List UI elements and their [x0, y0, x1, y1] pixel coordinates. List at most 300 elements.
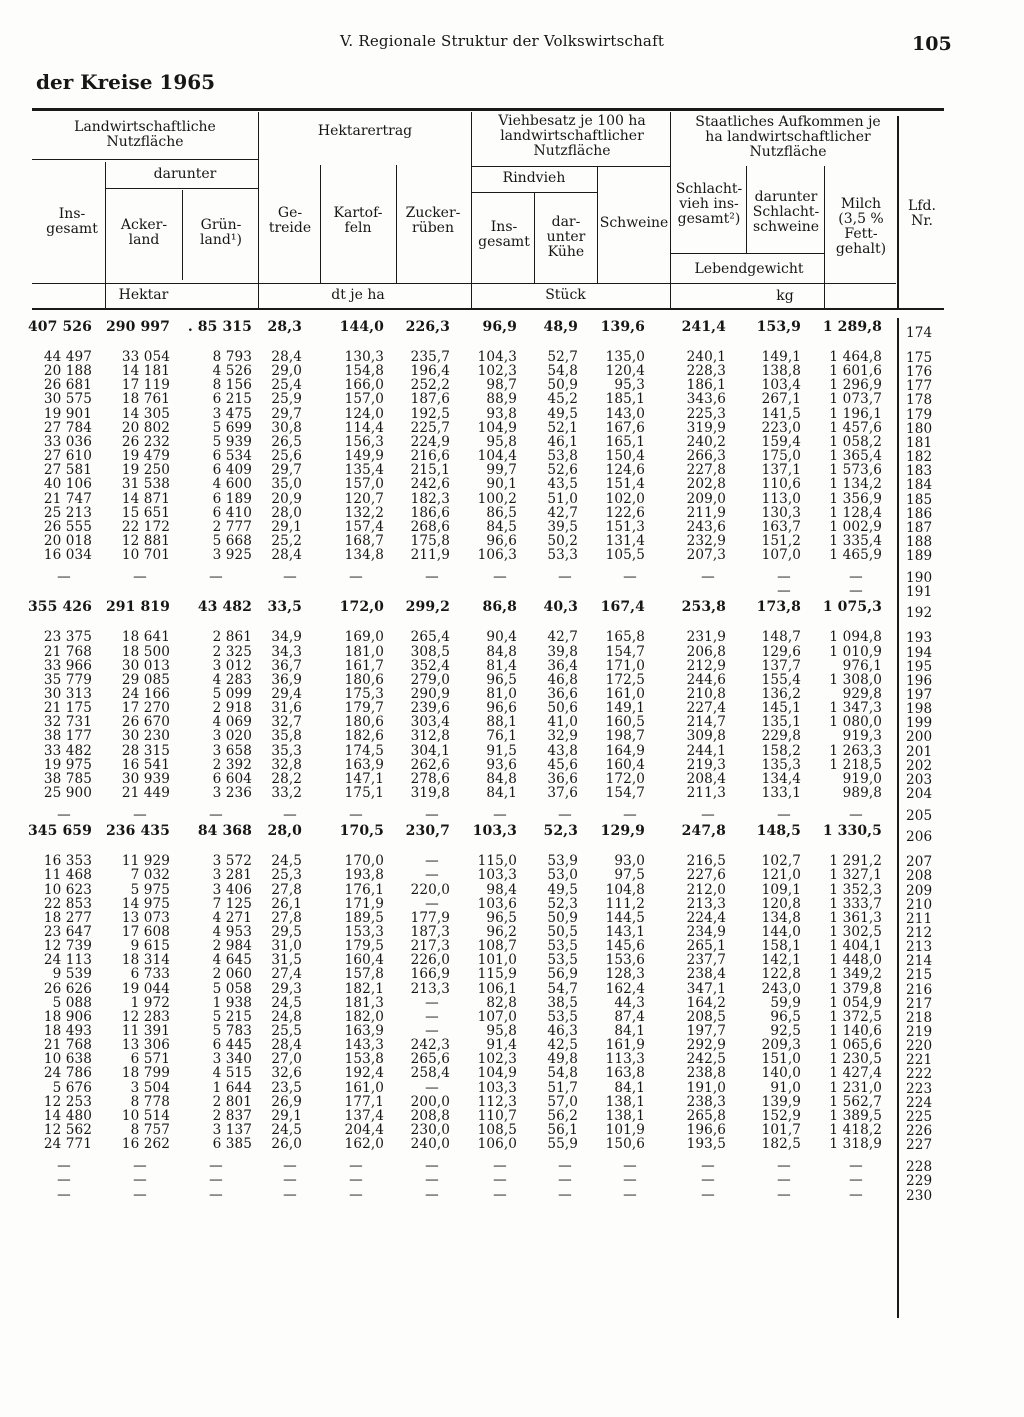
schlachtvieh-cell: —	[701, 1172, 715, 1189]
ertrag-getreide-cell: —	[283, 569, 297, 586]
rind-insgesamt-cell: 104,9	[477, 419, 517, 436]
lnf-acker-cell: 17 608	[121, 923, 170, 940]
ertrag-getreide-cell: 27,4	[271, 966, 302, 983]
rind-kuehe-cell: 49,5	[547, 405, 578, 422]
schlachtvieh-cell: 240,1	[686, 349, 726, 365]
milch-cell: 1 065,6	[829, 1037, 882, 1054]
ertrag-zucker-cell: 304,1	[410, 742, 450, 759]
ertrag-zucker-cell: —	[425, 1172, 439, 1189]
lnf-insgesamt-cell: 12 253	[43, 1093, 92, 1110]
lfd-nr-cell: 213	[906, 939, 933, 956]
schlachtschweine-cell: 137,7	[761, 657, 801, 674]
rind-insgesamt-cell: 104,3	[477, 349, 517, 365]
ertrag-getreide-cell: 25,2	[271, 532, 302, 549]
rind-kuehe-cell: 42,5	[547, 1037, 578, 1054]
schlachtvieh-cell: 237,7	[686, 952, 726, 969]
rind-insgesamt-cell: —	[493, 569, 507, 586]
lnf-acker-cell: 22 172	[121, 518, 170, 535]
rind-kuehe-cell: 41,0	[547, 714, 578, 731]
rind-kuehe-cell: 36,4	[547, 657, 578, 674]
kartoffeln-header: Kartof- feln	[333, 205, 383, 236]
ertrag-kartoffeln-cell: 135,4	[344, 462, 384, 479]
schweine-cell: 161,9	[605, 1037, 645, 1054]
schlachtvieh-cell: —	[701, 1158, 715, 1175]
ertrag-kartoffeln-cell: 182,0	[344, 1008, 384, 1025]
ertrag-kartoffeln-cell: 170,0	[344, 853, 384, 870]
milch-cell: 1 010,9	[829, 643, 882, 660]
schlachtvieh-cell: 210,8	[686, 686, 726, 702]
rind-insgesamt-cell: 81,0	[486, 686, 517, 702]
rind-kuehe-cell: 36,6	[547, 686, 578, 702]
rind-kuehe-cell: 36,6	[547, 770, 578, 787]
viehbesatz-header: Viehbesatz je 100 ha landwirtschaftlicher Nutzfläche	[498, 113, 646, 159]
ertrag-getreide-cell: 28,4	[271, 1037, 302, 1054]
lnf-acker-cell: 11 391	[121, 1023, 170, 1039]
schlachtvieh-cell: 319,9	[686, 419, 726, 436]
lnf-insgesamt-cell: 35 779	[43, 671, 92, 688]
lfd-nr-cell: 192	[906, 605, 933, 622]
milch-cell: 1 335,4	[829, 532, 882, 549]
schlachtschweine-cell: 209,3	[761, 1037, 801, 1054]
schweine-cell: 87,4	[614, 1008, 645, 1025]
schweine-cell: 172,0	[605, 770, 645, 787]
lnf-insgesamt-cell: 19 975	[43, 756, 92, 773]
lfd-nr-cell: 201	[906, 743, 933, 760]
lnf-insgesamt-cell: 40 106	[43, 476, 92, 493]
rind-insgesamt-cell: —	[493, 1158, 507, 1175]
lnf-acker-cell: 18 799	[121, 1065, 170, 1082]
rind-kuehe-cell: 49,5	[547, 881, 578, 898]
rind-kuehe-cell: 42,7	[547, 504, 578, 521]
lnf-insgesamt-cell: 407 526	[27, 319, 92, 335]
table-title: der Kreise 1965	[36, 70, 216, 94]
lfd-nr-cell: 227	[906, 1137, 933, 1154]
lfd-nr-cell: 211	[906, 910, 933, 927]
milch-cell: 1 289,8	[822, 319, 882, 335]
rind-insgesamt-cell: 99,7	[486, 462, 517, 479]
schlachtschweine-cell: 121,0	[761, 867, 801, 884]
lnf-gruen-cell: 6 534	[212, 448, 252, 465]
rind-insgesamt-cell: 115,9	[477, 966, 517, 983]
ertrag-getreide-cell: 35,3	[271, 742, 302, 759]
ertrag-getreide-cell: 20,9	[271, 490, 302, 507]
lnf-gruen-cell: 4 283	[212, 671, 252, 688]
lfd-nr-cell: 195	[906, 658, 933, 675]
schlachtvieh-cell: 191,0	[686, 1079, 726, 1096]
schweine-cell: —	[623, 1186, 637, 1203]
ertrag-getreide-cell: 29,5	[271, 923, 302, 940]
ertrag-getreide-cell: 33,2	[271, 785, 302, 802]
rind-kuehe-cell: 48,9	[543, 319, 578, 335]
milch-cell: 1 389,5	[829, 1107, 882, 1124]
ertrag-kartoffeln-cell: —	[349, 1172, 363, 1189]
lnf-acker-cell: 14 305	[121, 405, 170, 422]
schlachtvieh-cell: 206,8	[686, 643, 726, 660]
ertrag-getreide-cell: 32,6	[271, 1065, 302, 1082]
ertrag-getreide-cell: 28,4	[271, 547, 302, 564]
rind-insgesamt-cell: 96,6	[486, 700, 517, 717]
milch-cell: 1 327,1	[829, 867, 882, 884]
schweine-cell: 124,6	[605, 462, 645, 479]
rind-kuehe-cell: —	[558, 1158, 572, 1175]
rind-kuehe-cell: 53,9	[547, 853, 578, 870]
lfd-nr-cell: 217	[906, 995, 933, 1012]
milch-cell: 1 562,7	[829, 1093, 882, 1110]
milch-cell: 1 128,4	[829, 504, 882, 521]
lnf-insgesamt-cell: 21 768	[43, 1037, 92, 1054]
schlachtvieh-cell: —	[701, 807, 715, 824]
ertrag-kartoffeln-cell: 171,9	[344, 895, 384, 912]
rind-kuehe-cell: 38,5	[547, 994, 578, 1011]
schlachtvieh-cell: 202,8	[686, 476, 726, 493]
schweine-cell: 167,4	[600, 599, 645, 616]
schlachtschweine-cell: —	[777, 1172, 791, 1189]
lnf-insgesamt-cell: 345 659	[27, 823, 92, 840]
ertrag-kartoffeln-cell: 175,3	[344, 686, 384, 702]
lnf-insgesamt-cell: 32 731	[43, 714, 92, 731]
milch-cell: 1 302,5	[829, 923, 882, 940]
milch-cell: —	[849, 1186, 863, 1203]
milch-cell: 1 054,9	[829, 994, 882, 1011]
rind-insgesamt-header: Ins- gesamt	[478, 219, 530, 250]
ertrag-kartoffeln-cell: 157,8	[344, 966, 384, 983]
lnf-insgesamt-cell: 16 034	[43, 547, 92, 564]
milch-cell: 1 218,5	[829, 756, 882, 773]
ertrag-zucker-cell: 211,9	[410, 547, 450, 564]
schlachtschweine-cell: 109,1	[761, 881, 801, 898]
rind-kuehe-cell: 40,3	[543, 599, 578, 616]
schweine-cell: 164,9	[605, 742, 645, 759]
lfd-nr-cell: 215	[906, 967, 933, 984]
lnf-insgesamt-cell: 18 493	[43, 1023, 92, 1039]
ertrag-zucker-cell: 213,3	[410, 980, 450, 997]
schweine-cell: 111,2	[605, 895, 645, 912]
lnf-insgesamt-cell: 24 786	[43, 1065, 92, 1082]
milch-cell: 1 427,4	[829, 1065, 882, 1082]
lnf-insgesamt-cell: 30 313	[43, 686, 92, 702]
schlachtschweine-cell: 92,5	[770, 1023, 801, 1039]
schweine-cell: —	[623, 569, 637, 586]
lnf-gruen-cell: 6 604	[212, 770, 252, 787]
ertrag-zucker-cell: 278,6	[410, 770, 450, 787]
schlachtschweine-cell: 243,0	[761, 980, 801, 997]
milch-cell: —	[849, 569, 863, 586]
lnf-gruen-cell: 2 837	[212, 1107, 252, 1124]
lnf-gruen-cell: 3 137	[212, 1122, 252, 1139]
ertrag-getreide-cell: 34,9	[271, 629, 302, 646]
ertrag-getreide-cell: 26,9	[271, 1093, 302, 1110]
milch-cell: 1 230,5	[829, 1051, 882, 1068]
milch-cell: 1 601,6	[829, 363, 882, 380]
rind-kuehe-cell: —	[558, 569, 572, 586]
lfd-nr-cell: 196	[906, 672, 933, 689]
ertrag-kartoffeln-cell: 153,3	[344, 923, 384, 940]
rind-kuehe-cell: 45,2	[547, 391, 578, 408]
lnf-insgesamt-cell: 38 785	[43, 770, 92, 787]
schlachtvieh-cell: 343,6	[686, 391, 726, 408]
schlachtschweine-cell: —	[777, 1158, 791, 1175]
ertrag-getreide-cell: 24,5	[271, 1122, 302, 1139]
rind-insgesamt-cell: 84,5	[486, 518, 517, 535]
lnf-gruen-cell: 5 783	[212, 1023, 252, 1039]
lnf-gruen-cell: 2 984	[212, 938, 252, 955]
lnf-acker-cell: 10 514	[121, 1107, 170, 1124]
ertrag-getreide-cell: 33,5	[267, 599, 302, 616]
lnf-acker-cell: 291 819	[105, 599, 170, 616]
schweine-cell: 167,6	[605, 419, 645, 436]
schlachtschweine-cell: 145,1	[761, 700, 801, 717]
rind-insgesamt-cell: 96,2	[486, 923, 517, 940]
ertrag-getreide-cell: 25,6	[271, 448, 302, 465]
ertrag-zucker-cell: 258,4	[410, 1065, 450, 1082]
ertrag-getreide-cell: —	[283, 1186, 297, 1203]
lnf-acker-cell: 30 230	[121, 728, 170, 745]
lfd-nr-header: Lfd. Nr.	[908, 198, 936, 229]
schweine-cell: 101,9	[605, 1122, 645, 1139]
schlachtvieh-cell: 266,3	[686, 448, 726, 465]
lnf-acker-cell: 18 500	[121, 643, 170, 660]
ertrag-getreide-cell: 25,4	[271, 377, 302, 394]
ertrag-kartoffeln-cell: 149,9	[344, 448, 384, 465]
lnf-insgesamt-cell: 19 901	[43, 405, 92, 422]
lnf-insgesamt-cell: 20 018	[43, 532, 92, 549]
schlachtschweine-cell: —	[777, 569, 791, 586]
schlachtvieh-cell: 211,3	[686, 785, 726, 802]
lnf-gruen-cell: 43 482	[197, 599, 252, 616]
lfd-nr-cell: 183	[906, 463, 933, 480]
rind-kuehe-cell: 52,1	[547, 419, 578, 436]
ertrag-getreide-cell: 32,7	[271, 714, 302, 731]
schlachtschweine-cell: 267,1	[761, 391, 801, 408]
ertrag-getreide-cell: 26,1	[271, 895, 302, 912]
schlachtschweine-cell: 153,9	[756, 319, 801, 335]
rind-insgesamt-cell: 93,6	[486, 756, 517, 773]
rind-insgesamt-cell: 90,1	[486, 476, 517, 493]
rind-kuehe-cell: 51,7	[547, 1079, 578, 1096]
lfd-nr-cell: 223	[906, 1080, 933, 1097]
rind-kuehe-header: dar- unter Kühe	[546, 214, 586, 260]
rind-kuehe-cell: 57,0	[547, 1093, 578, 1110]
lnf-gruen-cell: —	[209, 807, 223, 824]
ertrag-kartoffeln-cell: 174,5	[344, 742, 384, 759]
milch-cell: 1 140,6	[829, 1023, 882, 1039]
lfd-nr-cell: 175	[906, 350, 933, 366]
schlachtvieh-cell: 238,8	[686, 1065, 726, 1082]
schlachtschweine-cell: 140,0	[761, 1065, 801, 1082]
ertrag-kartoffeln-cell: 181,0	[344, 643, 384, 660]
milch-cell: 1 404,1	[829, 938, 882, 955]
milch-cell: 976,1	[842, 657, 882, 674]
lfd-nr-cell: 178	[906, 392, 933, 409]
lnf-acker-cell: 19 250	[121, 462, 170, 479]
schlachtvieh-cell: 347,1	[686, 980, 726, 997]
ertrag-zucker-cell: —	[425, 895, 439, 912]
ertrag-getreide-cell: 30,8	[271, 419, 302, 436]
lfd-nr-cell: 206	[906, 829, 933, 846]
lnf-gruen-cell: 3 281	[212, 867, 252, 884]
milch-cell: 1 080,0	[829, 714, 882, 731]
schlachtvieh-cell: 241,4	[681, 319, 726, 335]
milch-cell: 1 347,3	[829, 700, 882, 717]
rind-insgesamt-cell: 96,5	[486, 671, 517, 688]
ertrag-kartoffeln-cell: —	[349, 1186, 363, 1203]
schlachtvieh-cell: 309,8	[686, 728, 726, 745]
rind-insgesamt-cell: 103,6	[477, 895, 517, 912]
schlachtschweine-cell: 182,5	[761, 1136, 801, 1153]
schlachtvieh-cell: 224,4	[686, 909, 726, 926]
milch-cell: 1 308,0	[829, 671, 882, 688]
lnf-acker-cell: 19 044	[121, 980, 170, 997]
rind-insgesamt-cell: 102,3	[477, 1051, 517, 1068]
lfd-nr-cell: 212	[906, 924, 933, 941]
ertrag-zucker-cell: 186,6	[410, 504, 450, 521]
rind-insgesamt-cell: 106,3	[477, 547, 517, 564]
ertrag-zucker-cell: 230,7	[405, 823, 450, 840]
schlachtvieh-cell: 193,5	[686, 1136, 726, 1153]
lfd-nr-cell: 179	[906, 406, 933, 423]
lnf-gruen-cell: 4 271	[212, 909, 252, 926]
schlachtvieh-cell: 207,3	[686, 547, 726, 564]
ertrag-kartoffeln-cell: 177,1	[344, 1093, 384, 1110]
schlachtvieh-cell: 219,3	[686, 756, 726, 773]
lnf-insgesamt-cell: 18 277	[43, 909, 92, 926]
lnf-acker-cell: 14 975	[121, 895, 170, 912]
ertrag-zucker-cell: 196,4	[410, 363, 450, 380]
lfd-nr-cell: 202	[906, 757, 933, 774]
schlachtvieh-cell: 247,8	[681, 823, 726, 840]
ertrag-kartoffeln-cell: 180,6	[344, 671, 384, 688]
schlachtschweine-cell: 129,6	[761, 643, 801, 660]
lnf-gruen-cell: 3 406	[212, 881, 252, 898]
lnf-insgesamt-cell: 27 610	[43, 448, 92, 465]
lnf-insgesamt-cell: 9 539	[52, 966, 92, 983]
schlachtvieh-cell: 197,7	[686, 1023, 726, 1039]
ertrag-kartoffeln-cell: 163,9	[344, 1023, 384, 1039]
rind-insgesamt-cell: 93,8	[486, 405, 517, 422]
schweine-cell: 131,4	[605, 532, 645, 549]
rind-kuehe-cell: 53,0	[547, 867, 578, 884]
rind-kuehe-cell: 49,8	[547, 1051, 578, 1068]
lnf-acker-cell: 8 757	[130, 1122, 170, 1139]
ertrag-zucker-cell: —	[425, 867, 439, 884]
milch-cell: 1 002,9	[829, 518, 882, 535]
ertrag-zucker-cell: 225,7	[410, 419, 450, 436]
ertrag-zucker-cell: 187,3	[410, 923, 450, 940]
schlachtschweine-cell: 144,0	[761, 923, 801, 940]
rind-insgesamt-cell: 81,4	[486, 657, 517, 674]
schweine-cell: 143,1	[605, 923, 645, 940]
lfd-nr-cell: 216	[906, 981, 933, 998]
lnf-insgesamt-cell: 24 113	[43, 952, 92, 969]
lnf-acker-cell: 18 314	[121, 952, 170, 969]
ertrag-kartoffeln-cell: 182,6	[344, 728, 384, 745]
ertrag-getreide-cell: 32,8	[271, 756, 302, 773]
lnf-gruen-cell: 3 340	[212, 1051, 252, 1068]
rind-kuehe-cell: 50,9	[547, 377, 578, 394]
rind-insgesamt-cell: 102,3	[477, 363, 517, 380]
lfd-nr-cell: 222	[906, 1066, 933, 1083]
schweine-cell: 143,0	[605, 405, 645, 422]
getreide-header: Ge- treide	[268, 205, 312, 236]
lfd-nr-cell: 180	[906, 420, 933, 437]
lnf-acker-cell: 16 262	[121, 1136, 170, 1153]
ertrag-zucker-cell: 290,9	[410, 686, 450, 702]
lfd-nr-cell: 210	[906, 896, 933, 913]
ertrag-zucker-cell: 177,9	[410, 909, 450, 926]
milch-cell: 1 356,9	[829, 490, 882, 507]
schlachtvieh-cell: 196,6	[686, 1122, 726, 1139]
rind-insgesamt-cell: 98,4	[486, 881, 517, 898]
milch-cell: —	[849, 1172, 863, 1189]
ertrag-zucker-cell: 352,4	[410, 657, 450, 674]
lnf-acker-cell: 5 975	[130, 881, 170, 898]
lnf-acker-cell: 33 054	[121, 349, 170, 365]
milch-cell: 1 352,3	[829, 881, 882, 898]
ertrag-zucker-cell: 182,3	[410, 490, 450, 507]
rind-insgesamt-cell: 84,8	[486, 770, 517, 787]
lnf-acker-cell: 30 939	[121, 770, 170, 787]
rind-insgesamt-cell: 91,5	[486, 742, 517, 759]
lnf-insgesamt-cell: 38 177	[43, 728, 92, 745]
milch-cell: 1 573,6	[829, 462, 882, 479]
lnf-insgesamt-cell: 21 175	[43, 700, 92, 717]
lnf-gruen-cell: 2 325	[212, 643, 252, 660]
schlachtschweine-cell: —	[777, 1186, 791, 1203]
ertrag-zucker-cell: —	[425, 807, 439, 824]
ertrag-zucker-cell: 303,4	[410, 714, 450, 731]
lnf-gruen-cell: 3 572	[212, 853, 252, 870]
ertrag-kartoffeln-cell: 168,7	[344, 532, 384, 549]
rind-insgesamt-cell: 96,9	[482, 319, 517, 335]
ertrag-kartoffeln-cell: 163,9	[344, 756, 384, 773]
schweine-cell: 154,7	[605, 785, 645, 802]
lnf-gruen-cell: 5 668	[212, 532, 252, 549]
schlachtvieh-cell: 208,5	[686, 1008, 726, 1025]
lnf-acker-cell: 6 571	[130, 1051, 170, 1068]
ertrag-getreide-cell: 27,8	[271, 881, 302, 898]
schlachtvieh-cell: 209,0	[686, 490, 726, 507]
rind-kuehe-cell: 53,5	[547, 952, 578, 969]
ertrag-zucker-cell: 217,3	[410, 938, 450, 955]
ertrag-getreide-cell: 27,8	[271, 909, 302, 926]
schlachtschweine-cell: 139,9	[761, 1093, 801, 1110]
schweine-cell: 145,6	[605, 938, 645, 955]
lfd-nr-cell: 197	[906, 687, 933, 703]
ertrag-zucker-cell: 224,9	[410, 433, 450, 450]
ertrag-kartoffeln-cell: 175,1	[344, 785, 384, 802]
lnf-gruen-cell: 6 385	[212, 1136, 252, 1153]
ertrag-kartoffeln-cell: 143,3	[344, 1037, 384, 1054]
rind-kuehe-cell: 54,7	[547, 980, 578, 997]
lfd-nr-cell: 194	[906, 644, 933, 661]
unit-kg: kg	[776, 288, 794, 304]
unit-dt: dt je ha	[331, 287, 385, 303]
schlachtvieh-cell: 227,8	[686, 462, 726, 479]
lnf-gruen-cell: 3 236	[212, 785, 252, 802]
ertrag-zucker-cell: 308,5	[410, 643, 450, 660]
ertrag-getreide-cell: 27,0	[271, 1051, 302, 1068]
lnf-gruen-cell: —	[209, 1172, 223, 1189]
rind-kuehe-cell: 52,7	[547, 349, 578, 365]
schlachtvieh-cell: 240,2	[686, 433, 726, 450]
ertrag-getreide-cell: —	[283, 1158, 297, 1175]
ertrag-kartoffeln-cell: 134,8	[344, 547, 384, 564]
rind-kuehe-cell: 52,3	[543, 823, 578, 840]
schlachtvieh-cell: 164,2	[686, 994, 726, 1011]
schweine-cell: 150,6	[605, 1136, 645, 1153]
schlachtschweine-cell: 158,2	[761, 742, 801, 759]
schweine-header: Schweine	[599, 215, 669, 231]
